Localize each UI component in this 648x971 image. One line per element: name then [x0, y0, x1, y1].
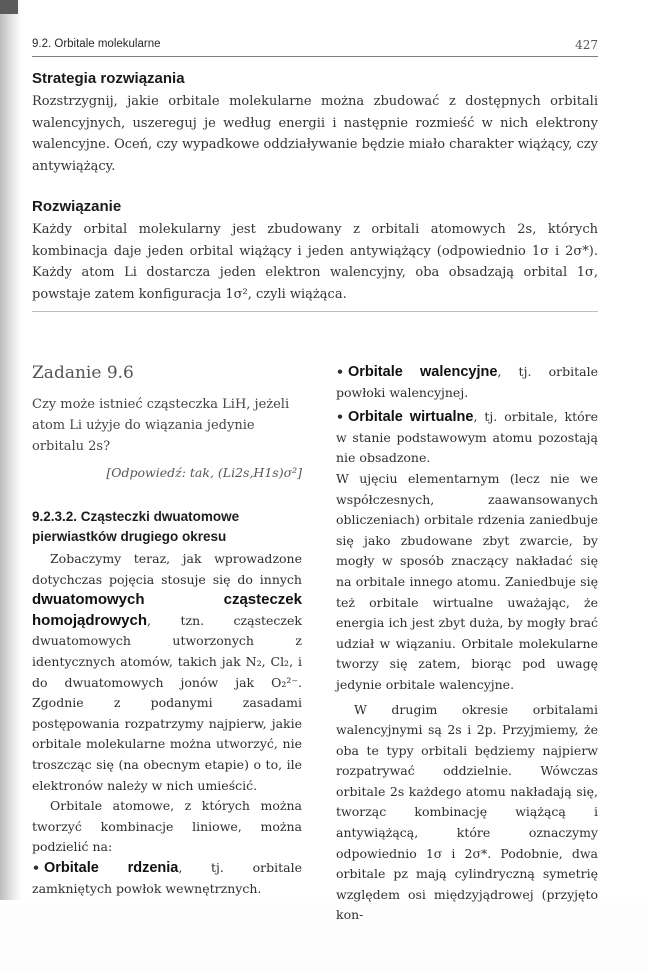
bullet-core-term: Orbitale rdzenia	[44, 859, 179, 876]
bullet-core-orbitals	[32, 858, 302, 899]
bullet-virtual-term: Orbitale wirtualne	[348, 409, 474, 426]
bullet-core-text: , tj. orbitale zamkniętych powłok wewnętrznych.	[32, 859, 302, 896]
task-answer: [Odpowiedź: tak, (Li2s,H1s)σ²]	[106, 465, 302, 480]
running-head: 9.2. Orbitale molekularne	[32, 38, 161, 50]
page-spine-shadow	[0, 0, 22, 900]
right-column	[336, 362, 598, 926]
bullet-virtual-orbitals	[336, 407, 598, 469]
solution-text: Każdy orbital molekularny jest zbudowany z orbitali atomowych 2s, których kombinacja daje jeden orbital wiążący i jeden antywiążący (odpowiednio 1σ i 2σ*). Każdy atom Li dostarcza jeden elektron walencyjny, oba obsadzają orbital 1σ, powstaje zatem konfiguracja 1σ², czyli wiążąca.	[32, 222, 598, 302]
left-column	[32, 362, 302, 899]
bullet-virtual-text: , tj. orbitale, które w stanie podstawowym atomu pozostają nie obsadzone.	[336, 409, 598, 466]
paragraph-1-end: , tzn. cząsteczek dwuatomowych utworzonych z identycznych atomów, takich jak N₂, Cl₂, i do dwuatomowych jonów jak O₂²⁻. Zgodnie z podanymi zasadami postępowania rozpatrzymy najpierw, jakie orbitale molekularne można utworzyć, nie troszcząc się (na obecnym etapie) o to, ile elektronów należy w nich umieścić.	[32, 612, 302, 793]
right-paragraph-4: W drugim okresie orbitalami walencyjnymi są 2s i 2p. Przyjmiemy, że oba te typy orbitali będziemy najpierw rozpatrywać oddzielnie. Wówczas orbitale 2s każdego atomu nakładają się, tworząc kombinację wiążącą i antywiążącą, które oznaczymy odpowiednio 1σ i 2σ*. Podobnie, dwa orbitale pz mają cylindryczną symetrię względem osi międzyjądrowej (przyjęto kon-	[336, 701, 598, 923]
task-question: Czy może istnieć cząsteczka LiH, jeżeli atom Li użyje do wiązania jedynie orbitalu 2s?	[32, 397, 290, 454]
bullet-valence-term: Orbitale walencyjne	[348, 364, 498, 380]
strategy-block	[32, 70, 598, 177]
page-number: 427	[575, 38, 598, 52]
header-rule	[32, 56, 598, 57]
solution-block	[32, 198, 598, 305]
right-paragraph-3: W ujęciu elementarnym (lecz nie we współczesnych, zaawansowanych obliczeniach) orbitale rdzenia zaniedbuje się jako zbudowane zbyt zwarcie, by mogły w sposób znaczący nakładać się na orbitale innego atomu. Zaniedbuje się też orbitale wirtualne uważając, że energia ich jest zbyt duża, by mogły brać udział w wiązaniu. Orbitale molekularne tworzy się zatem, biorąc pod uwagę jedynie orbitale walencyjne.	[336, 470, 598, 692]
section-title: 9.2.3.2. Cząsteczki dwuatomowe pierwiastków drugiego okresu	[32, 509, 240, 544]
section-divider	[32, 311, 598, 312]
section-paragraph-2: Orbitale atomowe, z których można tworzyć kombinacje liniowe, można podzielić na:	[32, 798, 302, 855]
bullet-valence-text: , tj. orbitale powłoki walencyjnej.	[336, 364, 598, 400]
strategy-text: Rozstrzygnij, jakie orbitale molekularne można zbudować z dostępnych orbitali walencyjnych, uszereguj je według energii i następnie rozmieść w nich elektrony walencyjne. Oceń, czy wypadkowe oddziaływanie będzie miało charakter wiążący, czy antywiążący.	[32, 94, 598, 174]
bullet-dot-icon: •	[336, 364, 344, 379]
section-paragraph-1	[32, 549, 302, 796]
strategy-heading: Strategia rozwiązania	[32, 70, 185, 87]
solution-heading: Rozwiązanie	[32, 198, 122, 215]
page-header	[32, 38, 598, 58]
paragraph-1-start: Zobaczymy teraz, jak wprowadzone dotychczas pojęcia stosuje się do innych	[32, 551, 302, 587]
paragraph-1-emphasis: dwuatomowych cząsteczek homojądrowych	[32, 591, 302, 629]
bullet-dot-icon: •	[336, 409, 344, 425]
scan-corner-mark	[0, 0, 18, 14]
bullet-dot-icon: •	[32, 859, 40, 875]
task-title: Zadanie 9.6	[32, 363, 134, 383]
bullet-valence-orbitals	[336, 362, 598, 403]
